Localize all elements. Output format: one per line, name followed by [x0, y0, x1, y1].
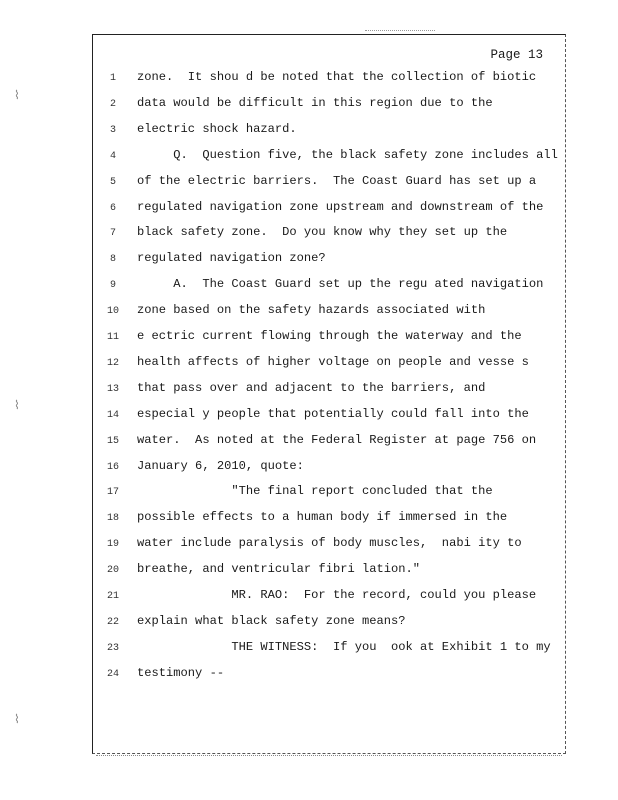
line-number: 8 [109, 254, 116, 266]
line-number: 7 [109, 228, 116, 240]
transcript-line [93, 200, 565, 222]
line-text: black safety zone. Do you know why they set up the [137, 225, 508, 240]
transcript-line [93, 459, 565, 481]
line-text: zone based on the safety hazards associated with [137, 303, 486, 318]
transcript-line [93, 174, 565, 196]
transcript-line [93, 407, 565, 429]
line-text: that pass over and adjacent to the barriers, and [137, 380, 486, 395]
line-text: data would be difficult in this region due to the [137, 95, 493, 110]
transcript-line [93, 355, 565, 377]
transcript-line [93, 251, 565, 273]
transcript-line [93, 122, 565, 144]
line-text: Q. Question five, the black safety zone includes all [137, 147, 558, 162]
line-number: 3 [109, 124, 116, 136]
line-number: 9 [109, 280, 116, 292]
line-number: 24 [106, 668, 119, 680]
line-number: 17 [106, 487, 119, 499]
line-number: 1 [109, 73, 116, 84]
transcript-line [93, 484, 565, 506]
line-text: "The final report concluded that the [137, 484, 493, 499]
line-number: 20 [106, 565, 119, 577]
transcript-line [93, 148, 565, 170]
line-text: January 6, 2010, quote: [137, 458, 304, 473]
line-text: health affects of higher voltage on people and vesse s [137, 354, 529, 369]
line-text: especial y people that potentially could fall into the [137, 406, 529, 421]
line-number: 4 [109, 150, 116, 162]
margin-scan-mark: ⌇ [14, 712, 20, 726]
line-number: 23 [106, 642, 119, 654]
transcript-line [93, 277, 565, 299]
line-number: 6 [109, 202, 116, 214]
line-number: 16 [106, 461, 119, 473]
margin-scan-mark: ⌇ [14, 398, 20, 412]
line-text: electric shock hazard. [137, 121, 297, 136]
transcript-line [93, 433, 565, 455]
line-text: water include paralysis of body muscles, nabi ity to [137, 536, 522, 551]
page-number: Page 13 [490, 48, 543, 62]
line-number: 21 [106, 591, 119, 602]
line-text: explain what black safety zone means? [137, 613, 406, 628]
transcript-line [93, 510, 565, 532]
transcript-page [92, 34, 566, 754]
transcript-line [93, 96, 565, 118]
margin-scan-mark: ⌇ [14, 88, 20, 102]
transcript-line [93, 225, 565, 247]
line-number: 13 [106, 383, 119, 395]
transcript-line [93, 666, 565, 688]
transcript-line [93, 640, 565, 662]
line-text: zone. It shou d be noted that the collection of biotic [137, 70, 537, 84]
line-number: 22 [106, 616, 119, 628]
line-number: 15 [106, 435, 119, 447]
transcript-line [93, 70, 565, 92]
transcript-line [93, 562, 565, 584]
line-text: e ectric current flowing through the waterway and the [137, 329, 522, 343]
transcript-line [93, 329, 565, 351]
line-text: MR. RAO: For the record, could you please [137, 588, 537, 602]
line-number: 12 [106, 357, 119, 369]
scan-artifact-bottom [96, 755, 562, 758]
line-text: possible effects to a human body if immersed in the [137, 510, 508, 525]
line-text: testimony -- [137, 665, 225, 680]
line-number: 19 [106, 539, 119, 551]
transcript-line [93, 303, 565, 325]
line-text: regulated navigation zone upstream and downstream of the [137, 199, 544, 214]
line-number: 10 [106, 306, 119, 318]
line-number: 5 [109, 176, 116, 188]
line-text: A. The Coast Guard set up the regu ated navigation [137, 277, 544, 292]
line-number: 18 [106, 513, 119, 525]
transcript-line [93, 381, 565, 403]
line-text: regulated navigation zone? [137, 251, 326, 266]
line-text: THE WITNESS: If you ook at Exhibit 1 to my [137, 639, 551, 654]
line-text: breathe, and ventricular fibri lation." [137, 562, 421, 577]
line-number: 11 [106, 332, 119, 343]
line-text: of the electric barriers. The Coast Guard has set up a [137, 173, 537, 188]
transcript-line [93, 536, 565, 558]
transcript-line [93, 614, 565, 636]
line-number: 14 [106, 409, 119, 421]
line-text: water. As noted at the Federal Register at page 756 on [137, 432, 537, 447]
transcript-line [93, 588, 565, 610]
line-number: 2 [109, 98, 116, 110]
